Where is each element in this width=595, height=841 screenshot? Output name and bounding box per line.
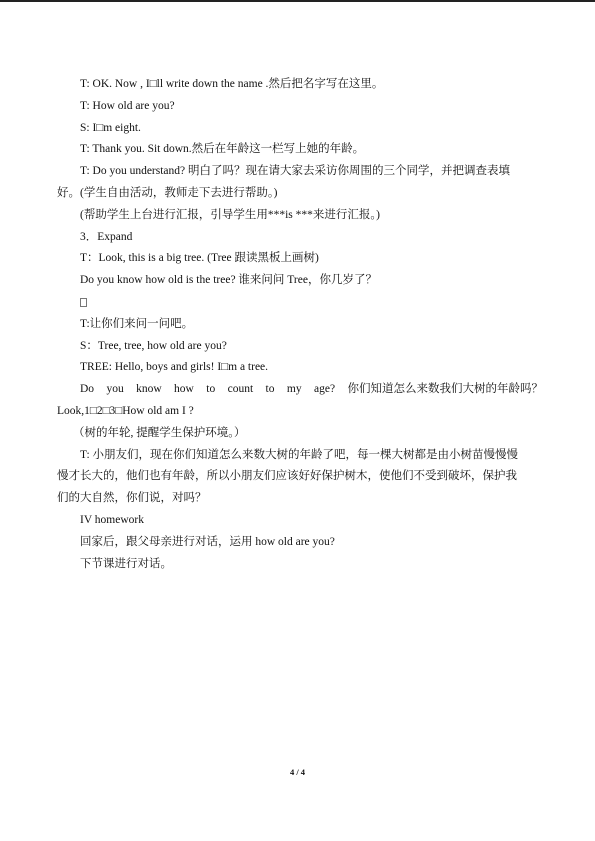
word: age?	[313, 383, 336, 396]
dialogue-line: Do you know how old is the tree? 谁来问问 Tree，你几岁了？	[80, 274, 377, 287]
text-line: 回家后，跟父母亲进行对话，运用 how old are you?	[80, 535, 335, 548]
document-body	[57, 74, 543, 575]
dialogue-line: T: Thank you. Sit down.然后在年龄这一栏写上她的年龄。	[80, 143, 365, 156]
word: count	[227, 383, 254, 396]
dialogue-line: T: How old are you?	[80, 99, 175, 112]
text-line: Look,1□2□3□How old am I ?	[57, 404, 194, 417]
text-line: 好。(学生自由活动，教师走下去进行帮助。)	[57, 186, 278, 199]
dialogue-line: S：Tree, tree, how old are you?	[80, 339, 227, 352]
word: 你们知道怎么来数我们大树的年龄吗？	[347, 383, 543, 396]
section-heading: 3．Expand	[80, 230, 133, 243]
page-number: 4 / 4	[289, 767, 306, 777]
dialogue-line: S: I□m eight.	[80, 121, 141, 134]
header-rule	[0, 0, 595, 2]
note-line: （树的年轮, 提醒学生保护环境。）	[73, 426, 246, 439]
dialogue-line: T: OK. Now , I□ll write down the name .然后把名字写在这里。	[80, 78, 384, 90]
justified-dialogue-line	[57, 379, 543, 401]
dialogue-line: T: 小朋友们，现在你们知道怎么来数大树的年龄了吧，每一棵大树都是由小树苗慢慢慢	[80, 448, 519, 461]
dialogue-line: T：Look, this is a big tree. (Tree 跟读黑板上画树)	[80, 252, 319, 265]
word: Do	[80, 383, 95, 396]
word: to	[265, 383, 275, 396]
missing-glyph-box	[80, 298, 87, 307]
section-heading: IV homework	[80, 513, 144, 526]
word: my	[286, 383, 302, 396]
dialogue-line: T: Do you understand? 明白了吗？现在请大家去采访你周围的三个同学，并把调查表填	[80, 165, 511, 178]
text-line: 慢才长大的，他们也有年龄，所以小朋友们应该好好保护树木，使他们不受到破坏，保护我	[57, 470, 517, 483]
placeholder-box-line	[57, 292, 543, 314]
dialogue-line: TREE: Hello, boys and girls! I□m a tree.	[80, 361, 269, 374]
dialogue-line: T:让你们来问一问吧。	[80, 317, 194, 330]
word: you	[106, 383, 124, 396]
word: how	[174, 383, 194, 396]
word: know	[136, 383, 162, 396]
text-line: 们的大自然，你们说，对吗？	[57, 492, 207, 505]
text-line: (帮助学生上台进行汇报，引导学生用***is ***来进行汇报。)	[80, 208, 380, 221]
text-line: 下节课进行对话。	[80, 557, 172, 570]
word: to	[206, 383, 216, 396]
